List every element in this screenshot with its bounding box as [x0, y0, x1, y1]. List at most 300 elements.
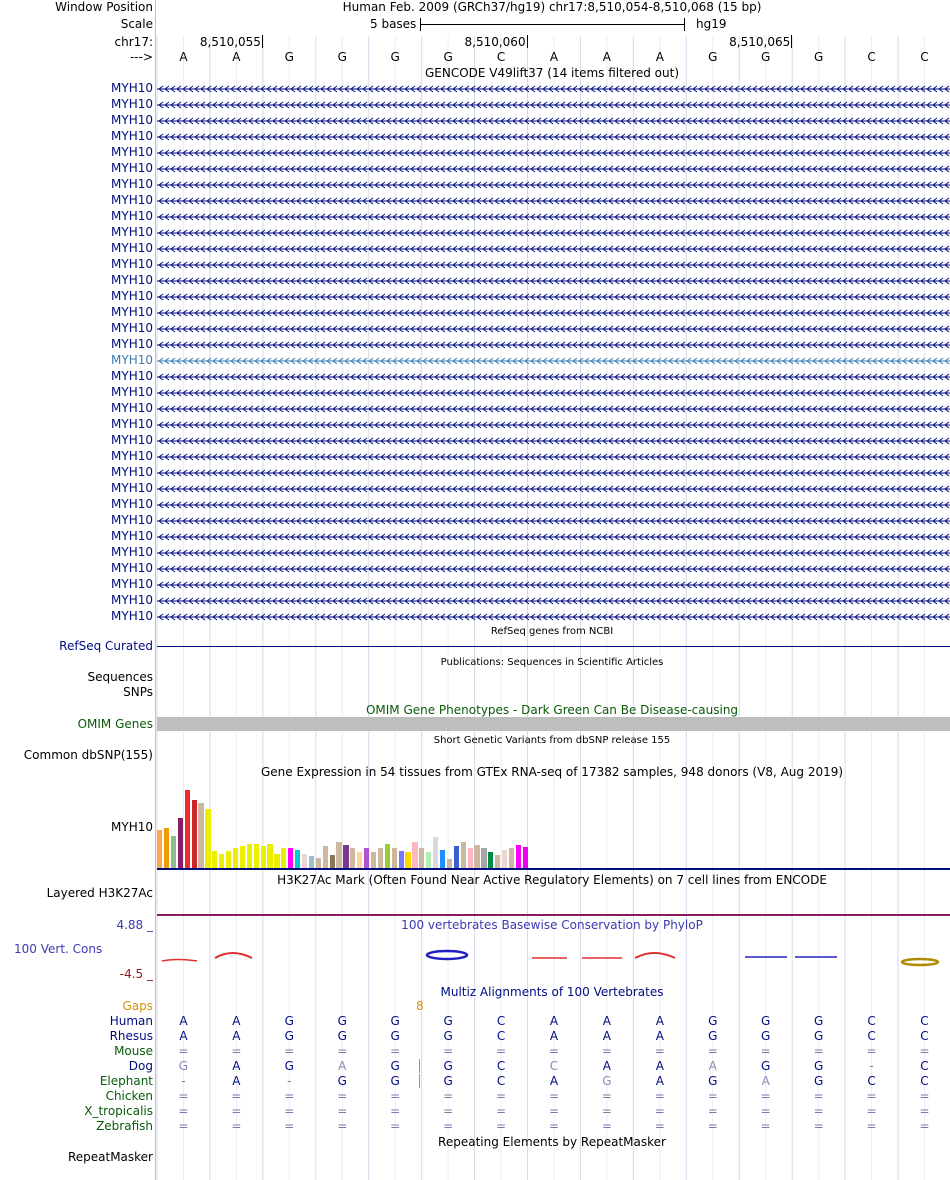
alignment-base: A [232, 1074, 241, 1088]
gtex-tissue-bar[interactable] [330, 855, 335, 868]
phylop-mark-2 [215, 953, 252, 958]
alignment-base: G [284, 1014, 294, 1028]
phylop-plot[interactable] [157, 940, 950, 980]
alignment-base: = [337, 1089, 348, 1103]
gencode-gene-label[interactable]: MYH10 [111, 177, 153, 191]
phylop-mark-3 [427, 951, 467, 959]
alignment-base: = [601, 1044, 612, 1058]
alignment-base: G [337, 1014, 347, 1028]
gtex-tissue-bar[interactable] [474, 845, 479, 868]
window-position-label: Window Position [55, 0, 153, 14]
gencode-gene-label[interactable]: MYH10 [111, 465, 153, 479]
alignment-base: = [813, 1119, 824, 1133]
gencode-gene-label[interactable]: MYH10 [111, 113, 153, 127]
gencode-transcript[interactable] [157, 148, 950, 158]
alignment-base: = [760, 1104, 771, 1118]
gtex-tissue-bar[interactable] [385, 844, 390, 868]
gencode-gene-label[interactable]: MYH10 [111, 577, 153, 591]
scale-bar-left-tick [420, 18, 421, 31]
gencode-gene-label[interactable]: MYH10 [111, 321, 153, 335]
gtex-tissue-bar[interactable] [240, 846, 245, 868]
gencode-transcript[interactable] [157, 452, 950, 462]
gencode-gene-label[interactable]: MYH10 [111, 593, 153, 607]
alignment-base: G [390, 1029, 400, 1043]
refseq-gene-line[interactable] [157, 646, 950, 647]
base-letter: A [232, 50, 241, 64]
alignment-base: = [707, 1044, 718, 1058]
gtex-baseline [157, 868, 950, 870]
alignment-base: A [655, 1029, 664, 1043]
sequences-label[interactable]: Sequences [87, 670, 153, 684]
gencode-gene-label[interactable]: MYH10 [111, 513, 153, 527]
alignment-base: G [813, 1014, 824, 1028]
gtex-tissue-bar[interactable] [205, 809, 210, 868]
ruler-tick [791, 35, 792, 48]
gencode-transcript[interactable] [157, 564, 950, 574]
alignment-base: G [337, 1074, 347, 1088]
alignment-base: G [284, 1029, 294, 1043]
alignment-base: A [602, 1059, 611, 1073]
alignment-base: A [549, 1014, 559, 1028]
alignment-base: C [920, 1029, 929, 1043]
alignment-base: = [919, 1044, 930, 1058]
alignment-base: G [443, 1059, 453, 1073]
gtex-tissue-bar[interactable] [164, 828, 169, 868]
alignment-base: = [654, 1104, 665, 1118]
phylop-min: -4.5 _ [119, 967, 153, 981]
base-letter: G [390, 50, 400, 64]
gtex-tissue-bar[interactable] [192, 800, 197, 868]
dbsnp-label[interactable]: Common dbSNP(155) [23, 748, 153, 762]
gtex-tissue-bar[interactable] [226, 851, 231, 868]
alignment-base: G [284, 1059, 294, 1073]
alignment-base: C [920, 1074, 929, 1088]
phylop-label[interactable]: 100 Vert. Cons [14, 942, 103, 956]
gencode-transcript[interactable] [157, 276, 950, 286]
alignment-base: G [443, 1029, 453, 1043]
alignment-base: = [178, 1044, 189, 1058]
species-label[interactable]: Rhesus [109, 1029, 153, 1043]
gencode-gene-label[interactable]: MYH10 [111, 433, 153, 447]
alignment-base: = [337, 1044, 348, 1058]
gencode-gene-label[interactable]: MYH10 [111, 193, 153, 207]
alignment-base: = [231, 1119, 242, 1133]
alignment-base: G [390, 1059, 400, 1073]
alignment-base: G [443, 1014, 453, 1028]
gencode-transcript[interactable] [157, 468, 950, 478]
alignment-base: = [443, 1089, 454, 1103]
gencode-transcript[interactable] [157, 132, 950, 142]
gtex-tissue-bar[interactable] [247, 844, 252, 868]
multiz-title: Multiz Alignments of 100 Vertebrates [440, 985, 664, 999]
gencode-gene-label[interactable]: MYH10 [111, 385, 153, 399]
alignment-base: A [549, 1074, 559, 1088]
gtex-tissue-bar[interactable] [219, 854, 224, 868]
gencode-transcript[interactable] [157, 196, 950, 206]
alignment-base: = [390, 1089, 401, 1103]
gtex-tissue-bar[interactable] [295, 850, 300, 868]
gencode-gene-label[interactable]: MYH10 [111, 545, 153, 559]
gencode-gene-label[interactable]: MYH10 [111, 225, 153, 239]
alignment-base: = [390, 1044, 401, 1058]
gtex-tissue-bar[interactable] [274, 854, 279, 868]
alignment-base: A [602, 1014, 611, 1028]
ruler-tick [262, 35, 263, 48]
alignment-base: = [866, 1119, 877, 1133]
phylop-max: 4.88 _ [116, 918, 153, 932]
gencode-transcript[interactable] [157, 244, 950, 254]
alignment-base: G [602, 1074, 612, 1088]
gencode-gene-label[interactable]: MYH10 [111, 609, 153, 623]
gencode-transcript[interactable] [157, 548, 950, 558]
strand-label: ---> [129, 50, 153, 64]
gtex-tissue-bar[interactable] [157, 830, 162, 868]
species-label[interactable]: Human [109, 1014, 153, 1028]
gencode-transcript[interactable] [157, 612, 950, 622]
base-letter: C [920, 50, 929, 64]
alignment-base: = [390, 1119, 401, 1133]
alignment-base: = [178, 1089, 189, 1103]
gtex-tissue-bar[interactable] [378, 848, 383, 868]
alignment-base: C [549, 1059, 559, 1073]
gencode-gene-label[interactable]: MYH10 [111, 145, 153, 159]
alignment-base: = [443, 1119, 454, 1133]
base-letter: C [867, 50, 876, 64]
phylop-mark-9 [902, 959, 938, 965]
gtex-tissue-bar[interactable] [336, 842, 341, 868]
gtex-tissue-bar[interactable] [198, 803, 203, 868]
gtex-tissue-bar[interactable] [523, 847, 528, 868]
gencode-transcript[interactable] [157, 436, 950, 446]
scale-db: hg19 [696, 17, 727, 31]
species-label[interactable]: Chicken [105, 1089, 153, 1103]
alignment-base: A [232, 1059, 241, 1073]
gtex-tissue-bar[interactable] [316, 858, 321, 868]
chrom-label: chr17: [114, 35, 153, 49]
gencode-transcript[interactable] [157, 500, 950, 510]
base-letter: G [443, 50, 453, 64]
alignment-base: = [654, 1044, 665, 1058]
alignment-base: = [866, 1089, 877, 1103]
alignment-base: A [179, 1029, 188, 1043]
gtex-tissue-bar[interactable] [323, 846, 328, 868]
alignment-base: G [390, 1074, 400, 1088]
phylop-mark-6 [635, 953, 675, 958]
gencode-gene-label[interactable]: MYH10 [111, 209, 153, 223]
gtex-tissue-bar[interactable] [468, 848, 473, 868]
gtex-bar-chart[interactable] [157, 778, 537, 868]
species-label[interactable]: X_tropicalis [84, 1104, 153, 1118]
alignment-base: = [231, 1104, 242, 1118]
gaps-label: Gaps [122, 999, 153, 1013]
gencode-gene-label[interactable]: MYH10 [111, 417, 153, 431]
gencode-gene-label[interactable]: MYH10 [111, 401, 153, 415]
base-letter: A [655, 50, 664, 64]
gtex-tissue-bar[interactable] [254, 844, 259, 868]
gtex-tissue-bar[interactable] [405, 852, 410, 868]
gencode-gene-label[interactable]: MYH10 [111, 257, 153, 271]
gtex-tissue-bar[interactable] [447, 859, 452, 868]
base-letter: A [179, 50, 188, 64]
gtex-tissue-bar[interactable] [426, 852, 431, 868]
gencode-gene-label[interactable]: MYH10 [111, 353, 153, 367]
phylop-title: 100 vertebrates Basewise Conservation by PhyloP [401, 918, 703, 932]
gencode-transcript[interactable] [157, 116, 950, 126]
alignment-base: = [866, 1104, 877, 1118]
h3k27ac-title: H3K27Ac Mark (Often Found Near Active Regulatory Elements) on 7 cell lines from ENCODE [277, 873, 827, 887]
gencode-transcript[interactable] [157, 356, 950, 366]
alignment-base: G [761, 1029, 771, 1043]
gencode-transcript[interactable] [157, 308, 950, 318]
alignment-base: = [654, 1119, 665, 1133]
alignment-base: = [760, 1119, 771, 1133]
gencode-gene-label[interactable]: MYH10 [111, 129, 153, 143]
gtex-tissue-bar[interactable] [412, 842, 417, 868]
omim-title: OMIM Gene Phenotypes - Dark Green Can Be Disease-causing [365, 703, 739, 717]
gtex-tissue-bar[interactable] [399, 851, 404, 868]
gtex-tissue-bar[interactable] [502, 850, 507, 868]
scale-label: Scale [120, 17, 153, 31]
phylop-mark-1 [162, 960, 197, 962]
species-label[interactable]: Mouse [114, 1044, 153, 1058]
alignment-base: - [869, 1059, 874, 1073]
gencode-gene-label[interactable]: MYH10 [111, 369, 153, 383]
scale-text: 5 bases [370, 17, 417, 31]
gencode-gene-label[interactable]: MYH10 [111, 81, 153, 95]
alignment-base: - [287, 1074, 292, 1088]
gtex-tissue-bar[interactable] [267, 844, 272, 868]
alignment-base: G [761, 1014, 771, 1028]
gtex-tissue-bar[interactable] [433, 837, 438, 868]
alignment-base: A [549, 1029, 559, 1043]
gtex-tissue-bar[interactable] [212, 851, 217, 868]
refseq-label[interactable]: RefSeq Curated [59, 639, 153, 653]
gtex-tissue-bar[interactable] [516, 845, 521, 868]
alignment-base: A [761, 1074, 770, 1088]
gencode-gene-label[interactable]: MYH10 [111, 337, 153, 351]
alignment-base: A [232, 1014, 241, 1028]
alignment-base: C [867, 1029, 876, 1043]
alignment-base: A [655, 1059, 664, 1073]
gencode-transcript[interactable] [157, 324, 950, 334]
alignment-base: = [919, 1119, 930, 1133]
gtex-tissue-bar[interactable] [419, 848, 424, 868]
base-letter: G [708, 50, 718, 64]
gencode-gene-label[interactable]: MYH10 [111, 561, 153, 575]
gencode-transcript[interactable] [157, 84, 950, 94]
alignment-base: C [496, 1029, 506, 1043]
gtex-tissue-bar[interactable] [309, 856, 314, 868]
gtex-tissue-bar[interactable] [357, 852, 362, 868]
gencode-transcript[interactable] [157, 388, 950, 398]
species-label[interactable]: Dog [128, 1059, 153, 1073]
alignment-base: = [231, 1044, 242, 1058]
scale-bar-right-tick [684, 18, 685, 31]
gtex-tissue-bar[interactable] [288, 848, 293, 868]
alignment-base: C [867, 1074, 876, 1088]
gtex-tissue-bar[interactable] [171, 836, 176, 868]
alignment-base: = [654, 1089, 665, 1103]
gtex-tissue-bar[interactable] [461, 842, 466, 868]
alignment-base: = [601, 1104, 612, 1118]
alignment-base: = [813, 1044, 824, 1058]
omim-bar[interactable] [157, 717, 950, 731]
alignment-base: A [338, 1059, 347, 1073]
species-label[interactable]: Elephant [99, 1074, 153, 1088]
alignment-base: = [284, 1104, 295, 1118]
alignment-base: G [337, 1029, 347, 1043]
alignment-base: A [708, 1059, 717, 1073]
base-letter: G [761, 50, 771, 64]
gencode-title: GENCODE V49lift37 (14 items filtered out) [424, 66, 680, 80]
gtex-tissue-bar[interactable] [185, 790, 190, 868]
alignment-base: = [707, 1119, 718, 1133]
alignment-base: = [548, 1119, 559, 1133]
alignment-base: = [443, 1104, 454, 1118]
gtex-tissue-bar[interactable] [281, 848, 286, 868]
alignment-base: = [178, 1104, 189, 1118]
gencode-transcript[interactable] [157, 212, 950, 222]
base-letter: G [284, 50, 294, 64]
gencode-gene-label[interactable]: MYH10 [111, 481, 153, 495]
omim-label[interactable]: OMIM Genes [77, 717, 153, 731]
repeatmasker-title: Repeating Elements by RepeatMasker [438, 1135, 666, 1149]
alignment-base: - [181, 1074, 186, 1088]
alignment-base: G [708, 1014, 718, 1028]
alignment-base: C [496, 1059, 506, 1073]
gtex-tissue-bar[interactable] [488, 852, 493, 868]
gencode-transcript[interactable] [157, 404, 950, 414]
gtex-tissue-bar[interactable] [302, 854, 307, 868]
h3k27ac-label[interactable]: Layered H3K27Ac [46, 886, 153, 900]
alignment-base: G [813, 1059, 824, 1073]
alignment-base: C [920, 1014, 929, 1028]
gencode-gene-label[interactable]: MYH10 [111, 241, 153, 255]
ruler-coordinate: 8,510,055 [199, 35, 261, 49]
gtex-tissue-bar[interactable] [392, 848, 397, 868]
gtex-tissue-bar[interactable] [364, 848, 369, 868]
gtex-tissue-bar[interactable] [454, 846, 459, 868]
alignment-base: G [708, 1029, 718, 1043]
gencode-gene-label[interactable]: MYH10 [111, 289, 153, 303]
alignment-base: = [337, 1119, 348, 1133]
alignment-base: G [708, 1074, 718, 1088]
gtex-tissue-bar[interactable] [495, 855, 500, 868]
window-position-value: Human Feb. 2009 (GRCh37/hg19) chr17:8,510,054-8,510,068 (15 bp) [342, 0, 762, 14]
dbsnp-title: Short Genetic Variants from dbSNP release 155 [433, 735, 671, 746]
ruler-coordinate: 8,510,065 [729, 35, 791, 49]
alignment-base: = [548, 1104, 559, 1118]
gtex-title: Gene Expression in 54 tissues from GTEx RNA-seq of 17382 samples, 948 donors (V8, Aug 2019) [260, 765, 844, 779]
gencode-gene-label[interactable]: MYH10 [111, 161, 153, 175]
alignment-base: = [813, 1104, 824, 1118]
gtex-tissue-bar[interactable] [509, 848, 514, 868]
snps-label[interactable]: SNPs [123, 685, 153, 699]
base-letter: A [602, 50, 611, 64]
alignment-base: = [284, 1089, 295, 1103]
publications-title: Publications: Sequences in Scientific Articles [440, 657, 664, 668]
gencode-transcript[interactable] [157, 580, 950, 590]
gencode-transcript[interactable] [157, 532, 950, 542]
gencode-transcript[interactable] [157, 292, 950, 302]
alignment-base: = [813, 1089, 824, 1103]
gencode-transcript[interactable] [157, 596, 950, 606]
gtex-tissue-bar[interactable] [343, 845, 348, 868]
alignment-base: = [284, 1119, 295, 1133]
repeatmasker-label[interactable]: RepeatMasker [67, 1150, 153, 1164]
gencode-transcript[interactable] [157, 340, 950, 350]
gencode-gene-label[interactable]: MYH10 [111, 97, 153, 111]
track-left-border [155, 0, 156, 1180]
gencode-gene-label[interactable]: MYH10 [111, 273, 153, 287]
alignment-base: = [601, 1089, 612, 1103]
gencode-gene-label[interactable]: MYH10 [111, 305, 153, 319]
base-letter: C [496, 50, 506, 64]
gtex-tissue-bar[interactable] [371, 852, 376, 868]
h3k27ac-line [157, 914, 950, 916]
gencode-transcript[interactable] [157, 180, 950, 190]
alignment-base: G [390, 1014, 400, 1028]
base-letter: G [337, 50, 347, 64]
alignment-base: = [707, 1089, 718, 1103]
gtex-tissue-bar[interactable] [233, 848, 238, 868]
gtex-label[interactable]: MYH10 [111, 820, 153, 834]
gencode-gene-label[interactable]: MYH10 [111, 449, 153, 463]
alignment-base: = [760, 1089, 771, 1103]
gtex-tissue-bar[interactable] [440, 850, 445, 868]
gencode-transcript[interactable] [157, 100, 950, 110]
gencode-transcript[interactable] [157, 164, 950, 174]
alignment-base: = [337, 1104, 348, 1118]
gencode-transcript[interactable] [157, 260, 950, 270]
gencode-gene-label[interactable]: MYH10 [111, 497, 153, 511]
alignment-base: = [496, 1089, 507, 1103]
gencode-transcript[interactable] [157, 516, 950, 526]
scale-bar [420, 24, 684, 25]
alignment-base: = [601, 1119, 612, 1133]
gencode-transcript[interactable] [157, 228, 950, 238]
gtex-tissue-bar[interactable] [350, 848, 355, 868]
gencode-transcript[interactable] [157, 420, 950, 430]
gencode-transcript[interactable] [157, 372, 950, 382]
alignment-base: = [390, 1104, 401, 1118]
gtex-tissue-bar[interactable] [178, 818, 183, 868]
gencode-transcript[interactable] [157, 484, 950, 494]
alignment-base: G [443, 1074, 453, 1088]
alignment-base: A [602, 1029, 611, 1043]
gencode-gene-label[interactable]: MYH10 [111, 529, 153, 543]
alignment-base: G [761, 1059, 771, 1073]
alignment-base: = [919, 1104, 930, 1118]
alignment-base: = [760, 1044, 771, 1058]
alignment-base: A [655, 1014, 664, 1028]
alignment-base: = [231, 1089, 242, 1103]
alignment-base: C [867, 1014, 876, 1028]
alignment-base: = [284, 1044, 295, 1058]
refseq-title: RefSeq genes from NCBI [490, 626, 614, 637]
gtex-tissue-bar[interactable] [261, 846, 266, 868]
alignment-base: G [813, 1029, 824, 1043]
alignment-base: = [443, 1044, 454, 1058]
gaps-value: 8 [416, 999, 424, 1013]
species-label[interactable]: Zebrafish [96, 1119, 153, 1133]
alignment-base: C [496, 1074, 506, 1088]
alignment-base: = [919, 1089, 930, 1103]
gtex-tissue-bar[interactable] [481, 848, 486, 868]
base-letter: G [813, 50, 824, 64]
alignment-base: = [496, 1044, 507, 1058]
alignment-base: = [496, 1119, 507, 1133]
